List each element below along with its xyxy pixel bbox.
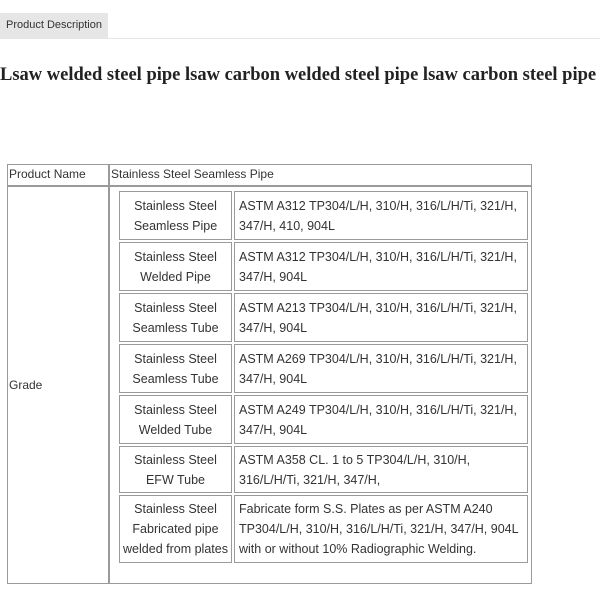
tab-bar xyxy=(0,0,600,39)
grade-spec-cell: ASTM A269 TP304/L/H, 310/H, 316/L/H/Ti, 321/H, 347/H, 904L xyxy=(234,344,528,393)
grade-spec-cell: ASTM A312 TP304/L/H, 310/H, 316/L/H/Ti, 321/H, 347/H, 410, 904L xyxy=(234,191,528,240)
grade-type-cell: Stainless Steel Fabricated pipe welded from plates xyxy=(119,495,232,563)
grade-type-cell: Stainless Steel Seamless Tube xyxy=(119,344,232,393)
grade-spec-cell: ASTM A312 TP304/L/H, 310/H, 316/L/H/Ti, 321/H, 347/H, 904L xyxy=(234,242,528,291)
grade-type-cell: Stainless Steel Seamless Pipe xyxy=(119,191,232,240)
grade-spec-cell: ASTM A249 TP304/L/H, 310/H, 316/L/H/Ti, 321/H, 347/H, 904L xyxy=(234,395,528,444)
grade-type-cell: Stainless Steel Seamless Tube xyxy=(119,293,232,342)
grade-type-cell: Stainless Steel EFW Tube xyxy=(119,446,232,493)
grade-type-cell: Stainless Steel Welded Pipe xyxy=(119,242,232,291)
tab-product-description[interactable]: Product Description xyxy=(0,13,108,38)
grade-spec-cell: ASTM A213 TP304/L/H, 310/H, 316/L/H/Ti, 321/H, 347/H, 904L xyxy=(234,293,528,342)
grade-spec-cell: Fabricate form S.S. Plates as per ASTM A240 TP304/L/H, 310/H, 316/L/H/Ti, 321/H, 347/H, 904L with or without 10% Radiographic Welding. xyxy=(234,495,528,563)
grade-label: Grade xyxy=(9,378,43,392)
product-name-value: Stainless Steel Seamless Pipe xyxy=(111,167,274,181)
grade-spec-cell: ASTM A358 CL. 1 to 5 TP304/L/H, 310/H, 316/L/H/Ti, 321/H, 347/H, xyxy=(234,446,528,493)
page-title: Lsaw welded steel pipe lsaw carbon welded steel pipe lsaw carbon steel pipe xyxy=(0,65,597,85)
product-name-label: Product Name xyxy=(9,167,86,181)
grade-type-cell: Stainless Steel Welded Tube xyxy=(119,395,232,444)
